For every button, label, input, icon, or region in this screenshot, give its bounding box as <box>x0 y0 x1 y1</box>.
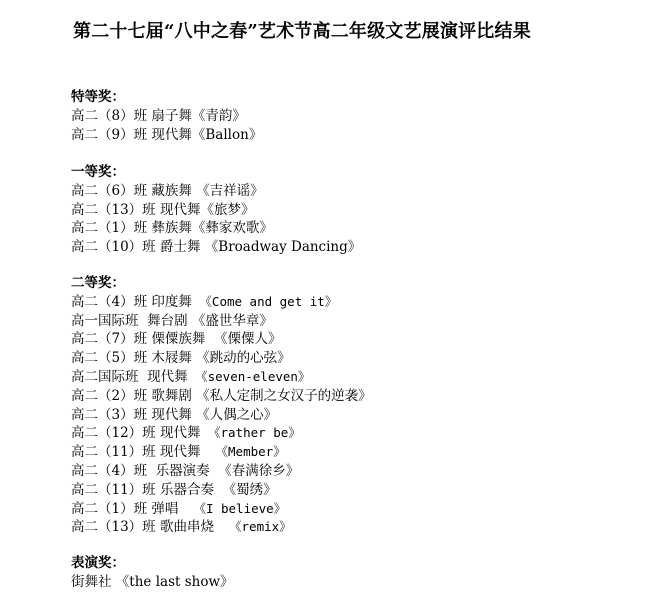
entry-class: 高二（6）班 <box>71 182 148 199</box>
entry-list <box>71 573 234 592</box>
award-entry <box>71 406 372 425</box>
award-entry <box>71 107 262 126</box>
entry-title: 《彝家欢歌》 <box>191 220 273 237</box>
award-entry <box>71 500 372 519</box>
entry-category: 现代舞 <box>151 126 192 143</box>
entry-class: 高二（13）班 <box>71 519 156 536</box>
award-entry <box>71 462 372 481</box>
entry-title: 《青韵》 <box>191 107 246 124</box>
award-entry <box>71 518 372 537</box>
award-entry <box>71 201 361 220</box>
entry-category: 舞台剧 <box>147 312 188 329</box>
entry-class: 高二国际班 <box>71 368 139 385</box>
entry-category: 乐器合奏 <box>159 481 214 498</box>
entry-title: 《Broadway Dancing》 <box>200 239 362 256</box>
entry-category: 歌舞剧 <box>151 387 192 404</box>
entry-class: 高二（7）班 <box>71 331 148 348</box>
entry-title: 《rather be》 <box>200 425 301 441</box>
entry-class: 高二（9）班 <box>71 126 148 143</box>
entry-title: 《春满徐乡》 <box>209 462 300 479</box>
entry-class: 高二（4）班 <box>71 293 148 310</box>
entry-class: 高二（8）班 <box>71 107 148 124</box>
entry-title: 《I believe》 <box>178 500 287 516</box>
entry-title: 《Come and get it》 <box>191 293 338 309</box>
entry-category: 现代舞 <box>151 406 192 423</box>
entry-category: 乐器演奏 <box>155 462 210 479</box>
entry-title: 《人偶之心》 <box>191 406 278 423</box>
entry-class: 高二（1）班 <box>71 500 148 517</box>
entry-category: 彝族舞 <box>151 220 192 237</box>
entry-class: 街舞社 <box>71 573 112 590</box>
entry-class: 高二（5）班 <box>71 350 148 367</box>
entry-title: 《吉祥谣》 <box>191 182 264 199</box>
award-entry <box>71 349 372 368</box>
award-entry <box>71 387 372 406</box>
entry-category: 现代舞 <box>159 425 201 442</box>
entry-separator <box>139 369 148 385</box>
section-heading-second: 二等奖： <box>71 275 125 291</box>
award-entry <box>71 573 234 592</box>
entry-title: 《remix》 <box>213 519 292 535</box>
entry-category: 扇子舞 <box>151 107 192 124</box>
entry-class: 高二（3）班 <box>71 406 148 423</box>
entry-category: 木屐舞 <box>151 350 192 367</box>
award-entry <box>71 126 262 145</box>
entry-category: 弹唱 <box>151 500 179 517</box>
entry-title: 《Member》 <box>200 444 286 460</box>
award-entry <box>71 481 372 500</box>
entry-class: 高一国际班 <box>71 312 139 329</box>
award-entry <box>71 293 372 312</box>
entry-category: 现代舞 <box>159 444 201 461</box>
entry-category: 爵士舞 <box>159 239 201 256</box>
entry-list <box>71 293 372 537</box>
entry-class: 高二（4）班 <box>71 462 148 479</box>
section-heading-special: 特等奖： <box>71 89 125 105</box>
entry-class: 高二（13）班 <box>71 201 156 218</box>
entry-category: 歌曲串烧 <box>159 519 214 536</box>
entry-class: 高二（11）班 <box>71 481 156 498</box>
entry-class: 高二（1）班 <box>71 220 148 237</box>
award-entry <box>71 443 372 462</box>
entry-list <box>71 107 262 145</box>
entry-class: 高二（11）班 <box>71 444 156 461</box>
award-entry <box>71 182 361 201</box>
entry-separator <box>147 463 156 479</box>
entry-class: 高二（10）班 <box>71 239 156 256</box>
entry-class: 高二（12）班 <box>71 425 156 442</box>
entry-title: 《跳动的心弦》 <box>191 350 291 367</box>
entry-title: 《旅梦》 <box>200 201 255 218</box>
document-title: 第二十七届“八中之春”艺术节高二年级文艺展演评比结果 <box>73 21 531 42</box>
award-entry <box>71 330 372 349</box>
section-first-prize <box>71 163 361 257</box>
entry-title: 《私人定制之女汉子的逆袭》 <box>191 387 372 404</box>
section-special-award <box>71 88 262 144</box>
entry-category: 傈僳族舞 <box>151 331 206 348</box>
entry-list <box>71 182 361 257</box>
entry-category: 现代舞 <box>147 368 188 385</box>
award-entry <box>71 312 372 331</box>
section-performance-award <box>71 554 234 592</box>
entry-category: 印度舞 <box>151 293 192 310</box>
entry-title: 《the last show》 <box>115 573 234 590</box>
section-heading-show: 表演奖： <box>71 555 125 571</box>
award-entry <box>71 368 372 387</box>
entry-class: 高二（2）班 <box>71 387 148 404</box>
award-entry <box>71 424 372 443</box>
entry-title: 《Ballon》 <box>191 126 263 143</box>
entry-title: 《seven-eleven》 <box>187 368 311 384</box>
entry-title: 《盛世华章》 <box>187 312 273 329</box>
award-entry <box>71 238 361 257</box>
award-entry <box>71 219 361 238</box>
section-heading-first: 一等奖： <box>71 164 125 180</box>
entry-title: 《傈僳人》 <box>205 331 282 348</box>
entry-category: 现代舞 <box>159 201 201 218</box>
entry-title: 《蜀绣》 <box>213 481 277 498</box>
entry-category: 藏族舞 <box>151 182 192 199</box>
entry-separator <box>139 313 148 329</box>
section-second-prize <box>71 274 372 537</box>
